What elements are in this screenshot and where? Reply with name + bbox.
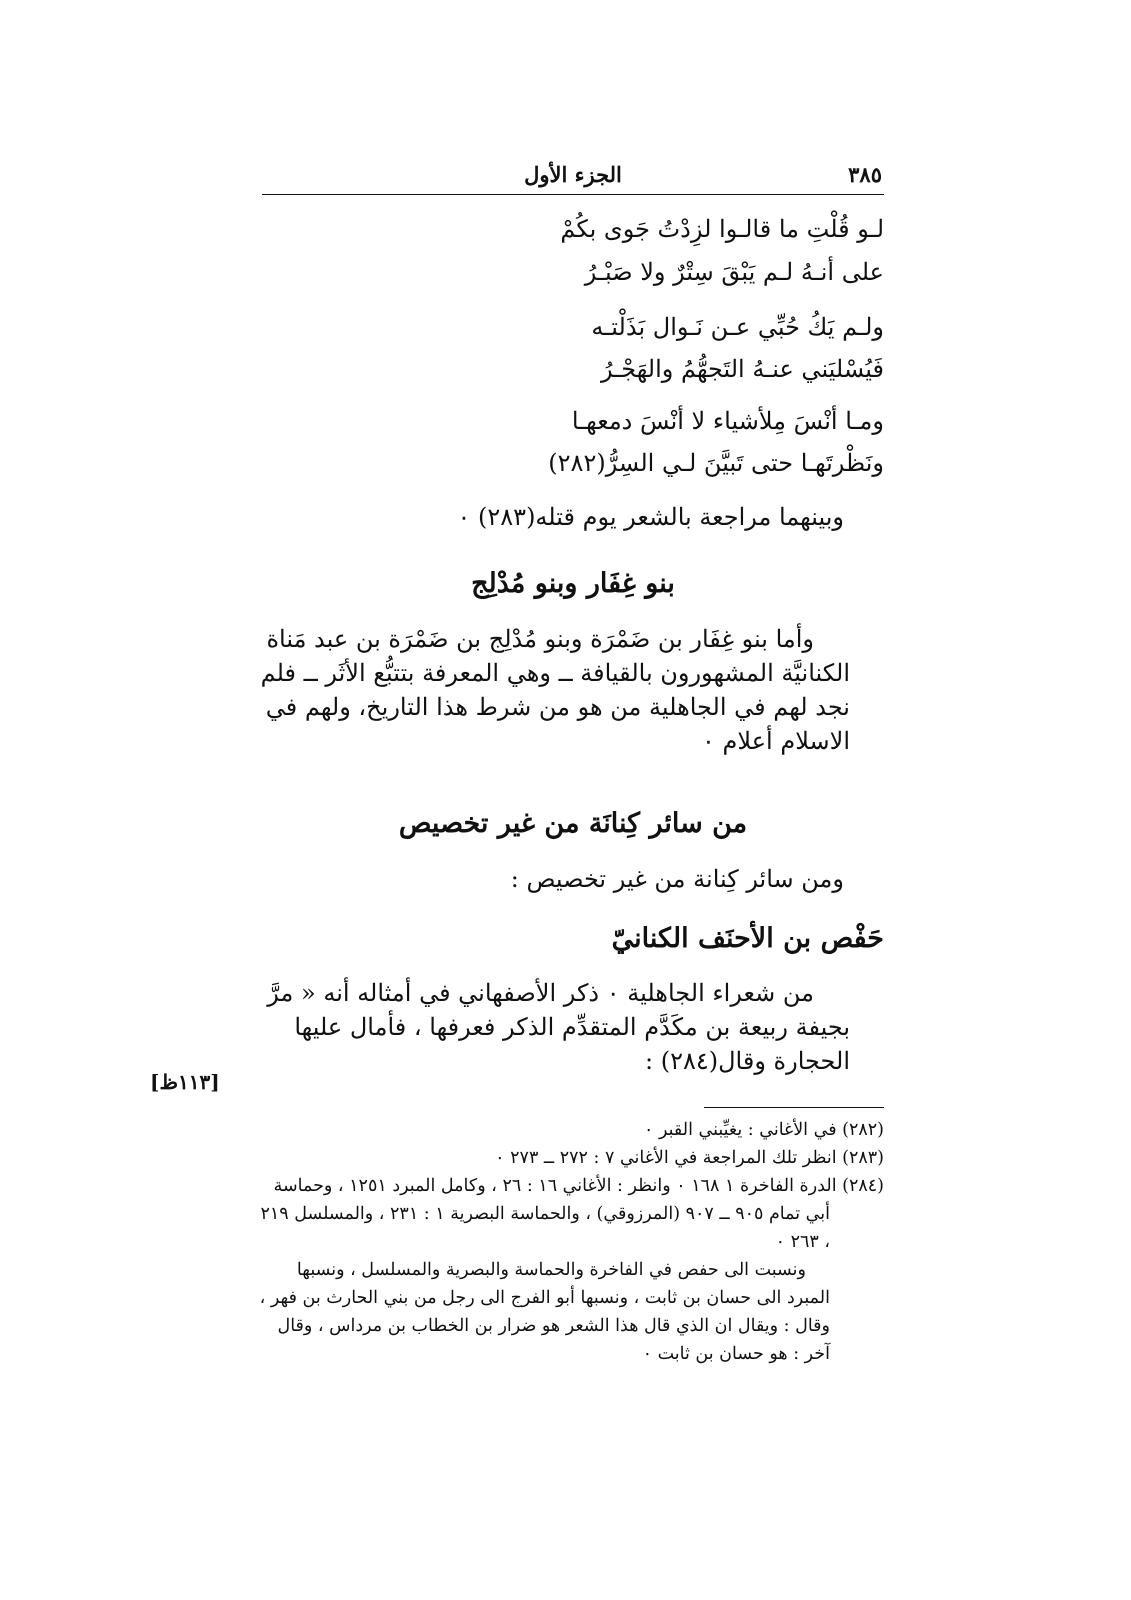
margin-folio-note: [١١٣ظ] xyxy=(150,1070,220,1094)
footnote-divider xyxy=(704,1107,884,1108)
section-heading: حَفْص بن الأحنَف الكنانيّ xyxy=(611,923,884,954)
footnote-text: انظر تلك المراجعة في الأغاني ٧ : ٢٧٢ ــ ٢٧٣ ٠ xyxy=(495,1148,837,1168)
footnote-number: (٢٨٤) xyxy=(842,1176,884,1196)
poem-line: ولـم يَكُ حُبِّي عـن نَـوال بَذَلْتـه xyxy=(591,313,884,341)
footnote xyxy=(258,1172,884,1256)
section-paragraph: من شعراء الجاهلية ٠ ذكر الأصفهاني في أمثاله أنه « مرَّ بجيفة ربيعة بن مكَدَّم المتقدِّم الذكر فعرفها ، فأمال عليها الحجارة وقال(٢٨٤) : xyxy=(267,979,850,1075)
footnote-continuation: ونسبت الى حفص في الفاخرة والحماسة والبصرية والمسلسل ، ونسبها المبرد الى حسان بن ثابت ، ونسبها أبو الفرج الى رجل من بني الحارث بن فهر ، وقال : ويقال ان الذي قال هذا الشعر هو ضرار بن الخطاب بن مرداس ، وقال آخر : هو حسان بن ثابت ٠ xyxy=(259,1260,830,1364)
poem-line: فَيُسْليَني عنـهُ التَجهُّمُ والهَجْـرُ xyxy=(600,355,884,383)
page-header xyxy=(262,160,884,195)
footnote xyxy=(258,1116,884,1144)
poem-line: ونَظْرتَهـا حتى تَبيَّنَ لـي السِرُّ(٢٨٢) xyxy=(548,449,884,477)
poem-line: لـو قُلْتِ ما قالـوا لزِدْتُ جَوى بكُمْ xyxy=(560,215,884,243)
section-heading: بنو غِفَار وبنو مُدْلِج xyxy=(471,568,675,599)
footnote-text: في الأغاني : يغيِّبني القبر ٠ xyxy=(643,1120,837,1140)
section-paragraph: وأما بنو غِفَار بن ضَمْرَة وبنو مُدْلِج بن ضَمْرَة بن عبد مَناة الكنانيَّة المشهورون بالقيافة ــ وهي المعرفة بتتبُّع الأثَر ــ فلم نجد لهم في الجاهلية من هو من شرط هذا التاريخ، ولهم في الاسلام أعلام ٠ xyxy=(260,625,850,755)
running-head: الجزء الأول xyxy=(524,162,622,187)
footnote xyxy=(258,1144,884,1172)
footnote-number: (٢٨٣) xyxy=(842,1148,884,1168)
after-poem-text: وبينهما مراجعة بالشعر يوم قتله(٢٨٣) ٠ xyxy=(457,503,844,531)
poem-line: على أنـهُ لـم يَبْقَ سِتْرٌ ولا صَبْـرُ xyxy=(584,258,884,286)
footnote-text: الدرة الفاخرة ١ ١٦٨ ٠ وانظر : الأغاني ١٦ : ٢٦ ، وكامل المبرد ١٢٥١ ، وحماسة أبي تمام ٩٠٥ ــ ٩٠٧ (المرزوقي) ، والحماسة البصرية ١ : ٢٣١ ، والمسلسل ٢١٩ ، ٢٦٣ ٠ xyxy=(260,1176,837,1252)
page-number: ٣٨٥ xyxy=(848,162,882,187)
poem-line: ومـا أنْسَ مِلأشياء لا أنْسَ دمعهـا xyxy=(571,407,884,435)
section-paragraph: ومن سائر كِنانة من غير تخصيص : xyxy=(510,865,844,893)
section-heading: من سائر كِنانَة من غير تخصيص xyxy=(398,808,748,839)
footnote-number: (٢٨٢) xyxy=(842,1120,884,1140)
footnotes xyxy=(258,1116,884,1368)
